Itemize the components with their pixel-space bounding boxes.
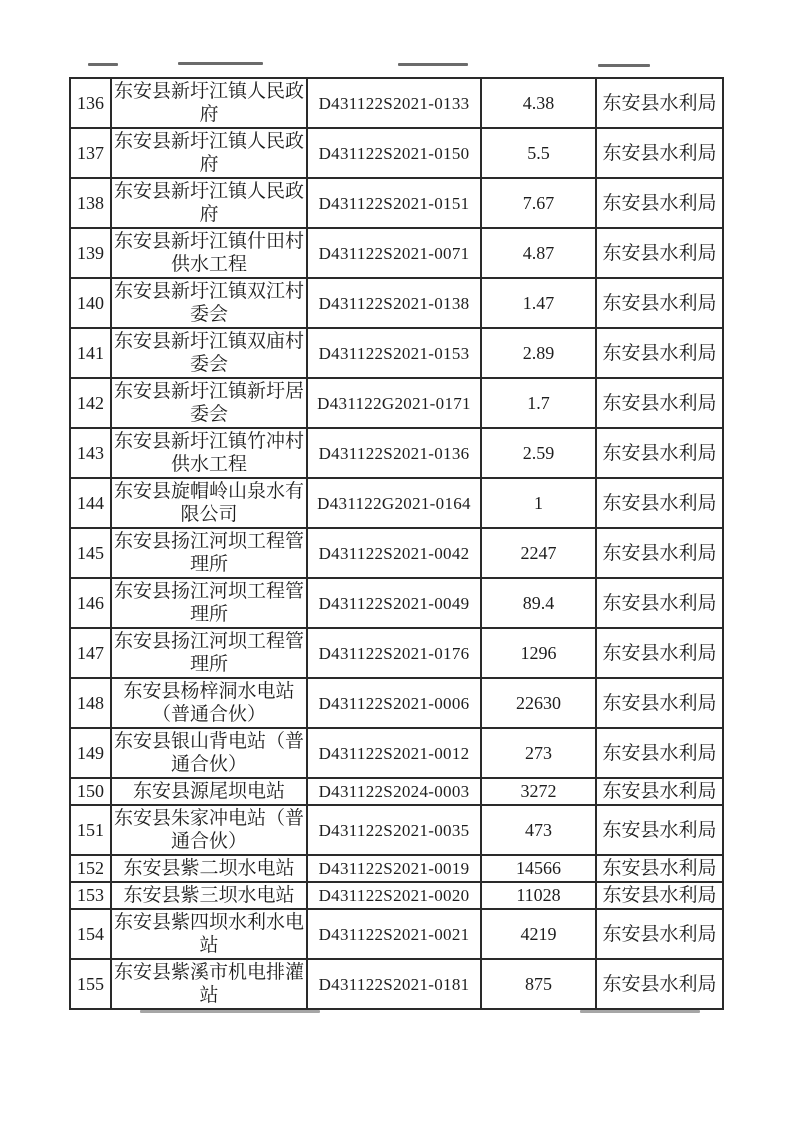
cell-unit-name: 东安县扬江河坝工程管理所 xyxy=(111,628,307,678)
cell-row-number: 141 xyxy=(70,328,111,378)
cell-water-amount: 2247 xyxy=(481,528,596,578)
cell-issuing-authority: 东安县水利局 xyxy=(596,228,723,278)
cell-unit-name: 东安县新圩江镇双江村委会 xyxy=(111,278,307,328)
cell-row-number: 150 xyxy=(70,778,111,805)
cell-unit-name: 东安县银山背电站（普通合伙） xyxy=(111,728,307,778)
table-row xyxy=(70,578,723,628)
cell-permit-code: D431122S2021-0176 xyxy=(307,628,481,678)
cell-issuing-authority: 东安县水利局 xyxy=(596,78,723,128)
cell-issuing-authority: 东安县水利局 xyxy=(596,805,723,855)
cell-water-amount: 473 xyxy=(481,805,596,855)
cell-permit-code: D431122S2021-0012 xyxy=(307,728,481,778)
cell-row-number: 139 xyxy=(70,228,111,278)
cell-row-number: 144 xyxy=(70,478,111,528)
cell-row-number: 152 xyxy=(70,855,111,882)
cell-issuing-authority: 东安县水利局 xyxy=(596,855,723,882)
table-row xyxy=(70,428,723,478)
cell-row-number: 153 xyxy=(70,882,111,909)
cell-unit-name: 东安县新圩江镇新圩居委会 xyxy=(111,378,307,428)
cell-permit-code: D431122S2021-0071 xyxy=(307,228,481,278)
scan-artifact-dash xyxy=(178,62,263,65)
cell-row-number: 146 xyxy=(70,578,111,628)
cell-row-number: 137 xyxy=(70,128,111,178)
cell-issuing-authority: 东安县水利局 xyxy=(596,778,723,805)
table-row xyxy=(70,805,723,855)
cell-row-number: 149 xyxy=(70,728,111,778)
cell-permit-code: D431122S2021-0153 xyxy=(307,328,481,378)
cell-water-amount: 2.59 xyxy=(481,428,596,478)
cell-permit-code: D431122G2021-0171 xyxy=(307,378,481,428)
cell-row-number: 142 xyxy=(70,378,111,428)
cell-row-number: 154 xyxy=(70,909,111,959)
cell-permit-code: D431122S2021-0181 xyxy=(307,959,481,1009)
table-row xyxy=(70,228,723,278)
cell-issuing-authority: 东安县水利局 xyxy=(596,678,723,728)
table-row xyxy=(70,128,723,178)
cell-row-number: 140 xyxy=(70,278,111,328)
cell-unit-name: 东安县源尾坝电站 xyxy=(111,778,307,805)
cell-unit-name: 东安县扬江河坝工程管理所 xyxy=(111,528,307,578)
cell-water-amount: 1296 xyxy=(481,628,596,678)
cell-permit-code: D431122S2021-0150 xyxy=(307,128,481,178)
scan-artifact-dash xyxy=(598,64,650,67)
cell-issuing-authority: 东安县水利局 xyxy=(596,278,723,328)
cell-water-amount: 1.7 xyxy=(481,378,596,428)
cell-permit-code: D431122G2021-0164 xyxy=(307,478,481,528)
table-row xyxy=(70,728,723,778)
cell-unit-name: 东安县紫四坝水利水电站 xyxy=(111,909,307,959)
cell-unit-name: 东安县新圩江镇竹冲村供水工程 xyxy=(111,428,307,478)
cell-water-amount: 875 xyxy=(481,959,596,1009)
cell-water-amount: 4219 xyxy=(481,909,596,959)
cell-row-number: 136 xyxy=(70,78,111,128)
cell-water-amount: 3272 xyxy=(481,778,596,805)
table-row xyxy=(70,882,723,909)
cell-water-amount: 11028 xyxy=(481,882,596,909)
cell-permit-code: D431122S2021-0049 xyxy=(307,578,481,628)
cell-issuing-authority: 东安县水利局 xyxy=(596,728,723,778)
table-row xyxy=(70,528,723,578)
cell-permit-code: D431122S2024-0003 xyxy=(307,778,481,805)
cell-issuing-authority: 东安县水利局 xyxy=(596,128,723,178)
cell-unit-name: 东安县朱家冲电站（普通合伙） xyxy=(111,805,307,855)
scan-artifact-dash xyxy=(140,1010,320,1013)
cell-permit-code: D431122S2021-0138 xyxy=(307,278,481,328)
cell-water-amount: 2.89 xyxy=(481,328,596,378)
table-row xyxy=(70,178,723,228)
cell-issuing-authority: 东安县水利局 xyxy=(596,628,723,678)
cell-unit-name: 东安县旋帽岭山泉水有限公司 xyxy=(111,478,307,528)
cell-unit-name: 东安县杨梓洞水电站（普通合伙） xyxy=(111,678,307,728)
cell-water-amount: 1.47 xyxy=(481,278,596,328)
cell-unit-name: 东安县紫二坝水电站 xyxy=(111,855,307,882)
table-row xyxy=(70,909,723,959)
cell-water-amount: 22630 xyxy=(481,678,596,728)
cell-row-number: 147 xyxy=(70,628,111,678)
cell-row-number: 145 xyxy=(70,528,111,578)
cell-row-number: 143 xyxy=(70,428,111,478)
cell-water-amount: 4.38 xyxy=(481,78,596,128)
table-row xyxy=(70,328,723,378)
cell-issuing-authority: 东安县水利局 xyxy=(596,528,723,578)
cell-permit-code: D431122S2021-0035 xyxy=(307,805,481,855)
cell-water-amount: 5.5 xyxy=(481,128,596,178)
cell-water-amount: 1 xyxy=(481,478,596,528)
cell-water-amount: 14566 xyxy=(481,855,596,882)
cell-unit-name: 东安县新圩江镇什田村供水工程 xyxy=(111,228,307,278)
permit-table-body xyxy=(70,78,723,1009)
cell-row-number: 155 xyxy=(70,959,111,1009)
table-row xyxy=(70,778,723,805)
cell-row-number: 138 xyxy=(70,178,111,228)
cell-row-number: 151 xyxy=(70,805,111,855)
table-row xyxy=(70,959,723,1009)
cell-issuing-authority: 东安县水利局 xyxy=(596,578,723,628)
scan-artifact-dash xyxy=(580,1010,700,1013)
cell-issuing-authority: 东安县水利局 xyxy=(596,882,723,909)
cell-water-amount: 7.67 xyxy=(481,178,596,228)
cell-issuing-authority: 东安县水利局 xyxy=(596,178,723,228)
cell-unit-name: 东安县紫溪市机电排灌站 xyxy=(111,959,307,1009)
table-row xyxy=(70,855,723,882)
cell-unit-name: 东安县扬江河坝工程管理所 xyxy=(111,578,307,628)
cell-issuing-authority: 东安县水利局 xyxy=(596,959,723,1009)
water-permit-table xyxy=(69,77,724,1010)
cell-water-amount: 4.87 xyxy=(481,228,596,278)
cell-unit-name: 东安县新圩江镇双庙村委会 xyxy=(111,328,307,378)
table-row xyxy=(70,478,723,528)
table-row xyxy=(70,378,723,428)
table-row xyxy=(70,78,723,128)
cell-unit-name: 东安县新圩江镇人民政府 xyxy=(111,128,307,178)
cell-permit-code: D431122S2021-0020 xyxy=(307,882,481,909)
cell-issuing-authority: 东安县水利局 xyxy=(596,909,723,959)
cell-issuing-authority: 东安县水利局 xyxy=(596,478,723,528)
cell-water-amount: 273 xyxy=(481,728,596,778)
table-row xyxy=(70,678,723,728)
scan-artifact-dash xyxy=(398,63,468,66)
scan-artifact-dash xyxy=(88,63,118,66)
cell-permit-code: D431122S2021-0019 xyxy=(307,855,481,882)
cell-permit-code: D431122S2021-0133 xyxy=(307,78,481,128)
cell-row-number: 148 xyxy=(70,678,111,728)
table-row xyxy=(70,278,723,328)
cell-unit-name: 东安县新圩江镇人民政府 xyxy=(111,78,307,128)
cell-unit-name: 东安县紫三坝水电站 xyxy=(111,882,307,909)
cell-permit-code: D431122S2021-0136 xyxy=(307,428,481,478)
cell-permit-code: D431122S2021-0021 xyxy=(307,909,481,959)
cell-permit-code: D431122S2021-0006 xyxy=(307,678,481,728)
cell-water-amount: 89.4 xyxy=(481,578,596,628)
cell-permit-code: D431122S2021-0042 xyxy=(307,528,481,578)
table-row xyxy=(70,628,723,678)
cell-unit-name: 东安县新圩江镇人民政府 xyxy=(111,178,307,228)
cell-issuing-authority: 东安县水利局 xyxy=(596,428,723,478)
cell-permit-code: D431122S2021-0151 xyxy=(307,178,481,228)
cell-issuing-authority: 东安县水利局 xyxy=(596,328,723,378)
cell-issuing-authority: 东安县水利局 xyxy=(596,378,723,428)
